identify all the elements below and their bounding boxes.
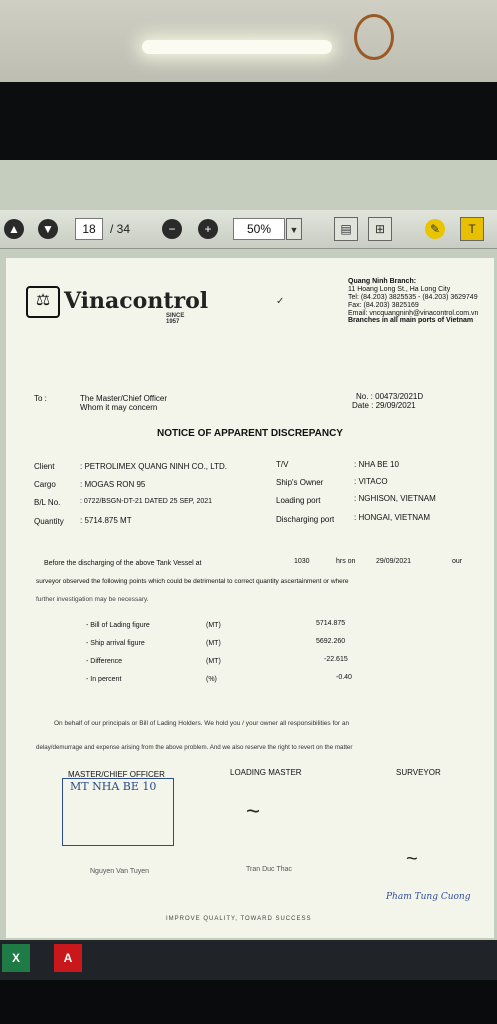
detail-value: : PETROLIMEX QUANG NINH CO., LTD. [80,462,227,471]
monitor-screen [0,160,497,980]
company-name: Vinacontrol [64,288,209,314]
scales-logo-icon: ⚖ [26,286,60,318]
company-since: SINCE 1957 [166,313,185,325]
next-page-icon[interactable]: ▼ [38,219,58,239]
surveyor-label: SURVEYOR [396,768,441,777]
zoom-out-icon[interactable]: − [162,219,182,239]
detail-label: B/L No. [34,498,61,507]
detail-value-2: : VITACO [354,477,388,486]
surveyor-name: Pham Tung Cuong [386,892,471,902]
footer-slogan: IMPROVE QUALITY, TOWARD SUCCESS [166,916,312,922]
branches-line: Branches in all main ports of Vietnam [348,317,474,324]
figure-unit: (MT) [206,622,221,629]
ceiling-lamp [142,40,332,54]
handwritten-initials: ✓ [276,296,285,307]
detail-label-2: Loading port [276,496,321,505]
figure-value: -0.40 [336,674,352,681]
master-signature-label: MASTER/CHIEF OFFICER [68,770,165,779]
loading-master-signature: ~ [246,798,261,825]
paragraph-1b: surveyor observed the following points which could be detrimental to correct quantity ascertainment or where [36,578,349,585]
paragraph-1c: further investigation may be necessary. [36,596,149,603]
fit-page-icon[interactable]: ▤ [334,217,358,241]
figure-label: - Ship arrival figure [86,640,145,647]
zoom-dropdown-icon[interactable]: ▼ [286,218,302,240]
paragraph-1-date: 29/09/2021 [376,558,412,565]
comment-icon[interactable]: ✎ [425,219,445,239]
paragraph-1-hrs: hrs on [336,558,356,565]
notice-title: NOTICE OF APPARENT DISCREPANCY [157,428,343,439]
to-line-1: The Master/Chief Officer [80,394,167,403]
background-wall [0,0,497,82]
notice-number: No. : 00473/2021D [356,392,424,401]
figure-label: - Bill of Lading figure [86,622,150,629]
to-line-2: Whom it may concern [80,403,158,412]
monitor-bezel [0,82,497,160]
detail-label: Quantity [34,517,64,526]
detail-label-2: Discharging port [276,515,335,524]
stamp-text: MT NHA BE 10 [70,780,157,793]
detail-label: Cargo [34,480,56,489]
figure-value: -22.615 [324,656,348,663]
master-name: Nguyen Van Tuyen [90,868,150,875]
page-total: / 34 [110,222,131,236]
pdf-taskbar-icon[interactable]: A [54,944,82,972]
detail-label-2: Ship's Owner [276,478,324,487]
pdf-page [6,258,494,938]
page-number-input[interactable]: 18 [75,218,103,240]
to-label: To : [34,394,47,403]
paragraph-2b: delay/demurrage and expense arising from the above problem. And we also reserve the right to revert on the matter [36,744,353,751]
sign-icon[interactable]: T [460,217,484,241]
paragraph-1a: Before the discharging of the above Tank Vessel at [44,560,202,567]
monitor-bottom-bezel [0,980,497,1024]
branch-tel: Tel: (84.203) 3825535 - (84.203) 3629749 [348,294,478,301]
figure-unit: (%) [206,676,217,683]
figure-label: - In percent [86,676,122,683]
branch-fax: Fax: (84.203) 3825169 [348,302,419,309]
detail-value: : MOGAS RON 95 [80,480,146,489]
paragraph-1-our: our [452,558,463,565]
previous-page-icon[interactable]: ▲ [4,219,24,239]
detail-value-2: : HONGAI, VIETNAM [354,513,431,522]
loading-master-name: Tran Duc Thac [246,866,292,873]
figure-unit: (MT) [206,640,221,647]
detail-value: : 5714.875 MT [80,516,132,525]
notice-date: Date : 29/09/2021 [352,401,416,410]
figure-label: - Difference [86,658,123,665]
surveyor-signature: ~ [406,848,418,870]
excel-taskbar-icon[interactable]: X [2,944,30,972]
pdf-toolbar [0,210,497,249]
branch-address: 11 Hoang Long St., Ha Long City [348,286,451,293]
fit-width-icon[interactable]: ⊞ [368,217,392,241]
figure-value: 5692.260 [316,638,346,645]
zoom-level-select[interactable]: 50% [233,218,285,240]
detail-value-2: : NGHISON, VIETNAM [354,494,436,503]
paragraph-2a: On behalf of our principals or Bill of Lading Holders. We hold you / your owner all responsibilities for an [54,720,350,727]
loading-master-label: LOADING MASTER [230,768,302,777]
zoom-in-icon[interactable]: + [198,219,218,239]
branch-name: Quang Ninh Branch: [348,278,417,285]
taskbar [0,940,497,980]
detail-label-2: T/V [276,460,289,469]
detail-label: Client [34,462,55,471]
detail-value: : 0722/BSGN-DT-21 DATED 25 SEP, 2021 [80,498,213,505]
ship-wheel-decor [354,14,394,60]
figure-value: 5714.875 [316,620,346,627]
detail-value-2: : NHA BE 10 [354,460,399,469]
paragraph-1-time: 1030 [294,558,310,565]
figure-unit: (MT) [206,658,221,665]
branch-email: Email: vncquangninh@vinacontrol.com.vn [348,310,479,317]
